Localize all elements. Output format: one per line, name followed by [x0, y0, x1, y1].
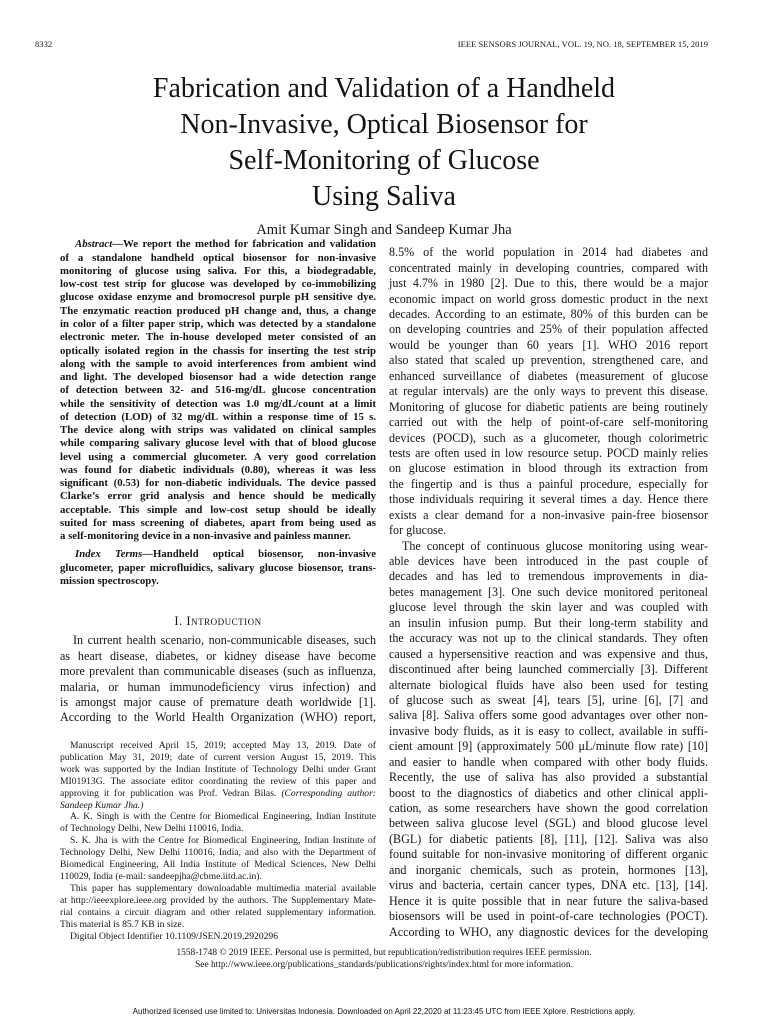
body-line: of glucose such as sweat [4], tears [5], urine [6], [7] and: [389, 692, 708, 707]
body-line: the accuracy was not up to the clinical standards. They often: [389, 631, 708, 646]
body-line: exists a clear demand for a non-invasive pain-free biosensor: [389, 507, 708, 522]
body-line: According to the World Health Organization (WHO) report,: [60, 710, 376, 725]
access-notice: Authorized licensed use limited to: Universitas Indonesia. Downloaded on April 22,2020 at 11:23:45 UTC from IEEE Xplore. Restrictions apply.: [132, 1007, 636, 1016]
body-line: decades. According to an estimate, 80% of this burden can be: [389, 307, 708, 322]
body-line: between saliva glucose level (SGL) and blood glucose level: [389, 816, 708, 831]
body-line: also stated that scaled up prevention, strengthened care, and: [389, 353, 708, 368]
footnote-line: This material is 85.7 KB in size.: [60, 918, 185, 930]
body-line: invasive body fluids, as it is easy to collect, available in suffi-: [389, 723, 708, 738]
body-line: virus and bacteria, certain cancer types, DNA etc. [13], [14].: [389, 878, 708, 893]
abstract-line: optically isolated region in the chassis for inserting the test strip: [60, 344, 376, 357]
body-line: is amongst major cause of premature death worldwide [1].: [60, 695, 376, 710]
body-line: cation, as some researchers have shown the good correlation: [389, 801, 708, 816]
abstract-line: and light. The developed biosensor had a wide detection range: [60, 371, 376, 384]
abstract-text: We report the method for fabrication and validation: [123, 238, 376, 251]
body-line: According to WHO, any diagnostic devices for the developing: [389, 924, 708, 939]
footnote-line: A. K. Singh is with the Centre for Biomedical Engineering, Indian Institute: [70, 811, 376, 823]
body-line: Monitoring of glucose for diabetic patients are being routinely: [389, 399, 708, 414]
abstract-line: significant (0.53) for non-diabetic individuals. The device passed: [60, 477, 376, 490]
footnote-line: Biomedical Engineering, All India Institute of Medical Sciences, New Delhi: [60, 859, 376, 871]
body-line: found suitable for non-invasive monitoring of different organic: [389, 847, 708, 862]
abstract-line: The enzymatic reaction produced pH change and, thus, a change: [60, 304, 376, 317]
corresponding-author-label: (Corresponding author:: [281, 787, 377, 799]
footnote-line: publication May 31, 2019; date of current version August 15, 2019. This: [60, 751, 376, 763]
index-terms-line: [60, 548, 376, 561]
abstract-line: level using a commercial glucometer. A very good correlation: [60, 450, 376, 463]
body-line: cient amount [9] (approximately 500 μL/minute flow rate) [10]: [389, 739, 708, 754]
footnote-line: [60, 788, 376, 800]
abstract-line: low-cost test strip for glucose was developed by co-immobilizing: [60, 278, 376, 291]
footnote-line: rial contains a circuit diagram and other related supplementary information.: [60, 906, 376, 918]
index-terms-line: mission spectroscopy.: [60, 574, 159, 587]
body-line: glucose level through the skin layer and was coupled with: [389, 600, 708, 615]
footnote-line: work was supported by the Indian Institute of Technology Delhi under Grant: [60, 763, 376, 775]
copyright-notice: [0, 947, 768, 971]
body-line: more prevalent than communicable diseases (such as influenza,: [60, 664, 376, 679]
footnote-line: S. K. Jha is with the Centre for Biomedical Engineering, Indian Institute of: [70, 835, 376, 847]
body-line: as heart disease, diabetes, or kidney disease have become: [60, 648, 376, 663]
section-heading: I. Introduction: [174, 614, 262, 628]
index-terms-label: Index Terms—: [75, 548, 153, 561]
paper-title: [0, 71, 768, 215]
title-line: Non-Invasive, Optical Biosensor for: [180, 109, 588, 140]
body-line: Recently, the use of saliva has also provided a substantial: [389, 770, 708, 785]
body-line: In current health scenario, non-communicable diseases, such: [73, 633, 376, 648]
body-line: malaria, or human immunodeficiency virus infection) and: [60, 679, 376, 694]
body-line: caused a hypersensitive reaction and was expensive and thus,: [389, 646, 708, 661]
body-line: those individuals requiring it several times a day. Hence there: [389, 492, 708, 507]
corresponding-author-name: Sandeep Kumar Jha.): [60, 799, 144, 811]
footnote-text: approving it for publication was Prof. Vedran Bilas.: [60, 787, 277, 799]
body-line: (BGL) for diabetic patients [8], [11], [12]. Saliva was also: [389, 831, 708, 846]
author-list: Amit Kumar Singh and Sandeep Kumar Jha: [256, 222, 512, 238]
body-line: enhanced surveillance of diabetes (measurement of glucose: [389, 368, 708, 383]
journal-header: IEEE SENSORS JOURNAL, VOL. 19, NO. 18, SEPTEMBER 15, 2019: [457, 39, 708, 49]
abstract-line: Clarke’s error grid analysis and hence should be medically: [60, 490, 376, 503]
abstract-line: while comparing salivary glucose level with that of blood glucose: [60, 437, 376, 450]
index-terms: [60, 548, 376, 588]
body-line: betes management [3]. One such device monitored peritoneal: [389, 584, 708, 599]
body-line: an insulin infusion pump. But their long-term stability and: [389, 615, 708, 630]
footnote-line: 110029, India (e-mail: sandeepjha@cbme.iitd.ac.in).: [60, 870, 262, 882]
footnote-line: Technology Delhi, New Delhi 110016, India, and also with the Department of: [60, 847, 376, 859]
abstract-line: of detection between 32- and 516-mg/dL glucose concentration: [60, 384, 376, 397]
footnotes: [60, 740, 376, 942]
copyright-line: See http://www.ieee.org/publications_standards/publications/rights/index.html for more information.: [195, 960, 573, 970]
body-line: tests are often used in low resource setup. POCD mainly relies: [389, 445, 708, 460]
body-line: concentrated mainly in developing countries, compared with: [389, 260, 708, 275]
body-line: Hence it is quite possible that in near future the saliva-based: [389, 893, 708, 908]
body-line: The concept of continuous glucose monitoring using wear-: [402, 538, 708, 553]
index-terms-line: glucometer, paper microfluidics, salivary glucose biosensor, trans-: [60, 561, 376, 574]
body-line: for glucose.: [389, 523, 447, 538]
title-line: Using Saliva: [312, 181, 456, 212]
body-line: boost to the diagnostics of diabetics and other clinical appli-: [389, 785, 708, 800]
footnote-line: MI01913G. The associate editor coordinating the review of this paper and: [60, 775, 376, 787]
body-line: just 4.7% in 1980 [2]. Due to this, there would be a major: [389, 276, 708, 291]
abstract-line: [60, 238, 376, 251]
body-line: saliva [8]. Saliva offers some good advantages over other non-: [389, 708, 708, 723]
body-line: on developing countries and 25% of their population affected: [389, 322, 708, 337]
body-line: economic impact on world gross domestic product in the next: [389, 291, 708, 306]
abstract-line: was found for diabetic individuals (0.80), whereas it was less: [60, 463, 376, 476]
body-line: discontinued after being launched commercially [3]. Different: [389, 662, 708, 677]
body-line: on glucose estimation in blood through its extraction from: [389, 461, 708, 476]
abstract-line: glucose oxidase enzyme and bromocresol purple pH sensitive dye.: [60, 291, 376, 304]
abstract-line: in color of a filter paper strip, which was detected by a standalone: [60, 317, 376, 330]
body-line: 8.5% of the world population in 2014 had diabetes and: [389, 245, 708, 260]
abstract-label: Abstract—: [75, 238, 123, 251]
title-line: Fabrication and Validation of a Handheld: [152, 73, 616, 104]
abstract-line: The device along with strips was validated on clinical samples: [60, 424, 376, 437]
abstract-line: suited for mass screening of diabetes, apart from being used as: [60, 516, 376, 529]
abstract-line: while the sensitivity of detection was 1.0 mg/dL/count at a limit: [60, 397, 376, 410]
body-line: able devices have been introduced in the past couple of: [389, 554, 708, 569]
copyright-line: 1558-1748 © 2019 IEEE. Personal use is permitted, but republication/redistribution requires IEEE permission.: [176, 948, 592, 958]
body-line: decades and has led to tremendous improvements in dia-: [389, 569, 708, 584]
footnote-line: Manuscript received April 15, 2019; accepted May 13, 2019. Date of: [70, 740, 376, 751]
footnote-line: at http://ieeexplore.ieee.org provided by the authors. The Supplementary Mate-: [60, 894, 376, 906]
footnote-line: This paper has supplementary downloadable multimedia material available: [70, 882, 376, 894]
abstract-line: acceptable. This simple and low-cost setup should be ideally: [60, 503, 376, 516]
body-line: and easier to handle when compared with other body fluids.: [389, 754, 708, 769]
body-line: would be younger than 60 years [1]. WHO 2016 report: [389, 337, 708, 352]
body-line: alternate biological fluids have also been used for testing: [389, 677, 708, 692]
abstract-line: along with the sample to avoid interferences from ambient wind: [60, 357, 376, 370]
abstract: [60, 238, 376, 543]
index-terms-text: Handheld optical biosensor, non-invasive: [152, 548, 376, 561]
abstract-line: electronic meter. The in-house developed meter consisted of an: [60, 331, 376, 344]
abstract-line: of a standalone handheld optical biosensor for non-invasive: [60, 251, 376, 264]
abstract-line: a self-monitoring device in a non-invasive and painless manner.: [60, 530, 351, 543]
abstract-line: monitoring of glucose using saliva. For this, a biodegradable,: [60, 264, 376, 277]
abstract-line: of detection (LOD) of 32 mg/dL within a response time of 15 s.: [60, 410, 376, 423]
body-line: at regular intervals) are the only ways to prevent this disease.: [389, 384, 708, 399]
body-line: carried out with the help of point-of-care self-monitoring: [389, 415, 708, 430]
title-line: Self-Monitoring of Glucose: [228, 145, 540, 176]
body-line: and inorganic chemicals, such as protein, hormones [13],: [389, 862, 708, 877]
body-line: biosensors will be used in point-of-care technologies (POCT).: [389, 909, 708, 924]
body-line: devices (POCD), such as a glucometer, though colorimetric: [389, 430, 708, 445]
doi-line: Digital Object Identifier 10.1109/JSEN.2019.2920296: [70, 930, 279, 942]
body-line: the fingertip and is thus a painful procedure, especially for: [389, 476, 708, 491]
right-column-text: [389, 245, 708, 940]
footnote-line: of Technology Delhi, New Delhi 110016, India.: [60, 823, 244, 835]
introduction-text-left: [60, 633, 376, 726]
page-number: 8332: [35, 39, 53, 49]
